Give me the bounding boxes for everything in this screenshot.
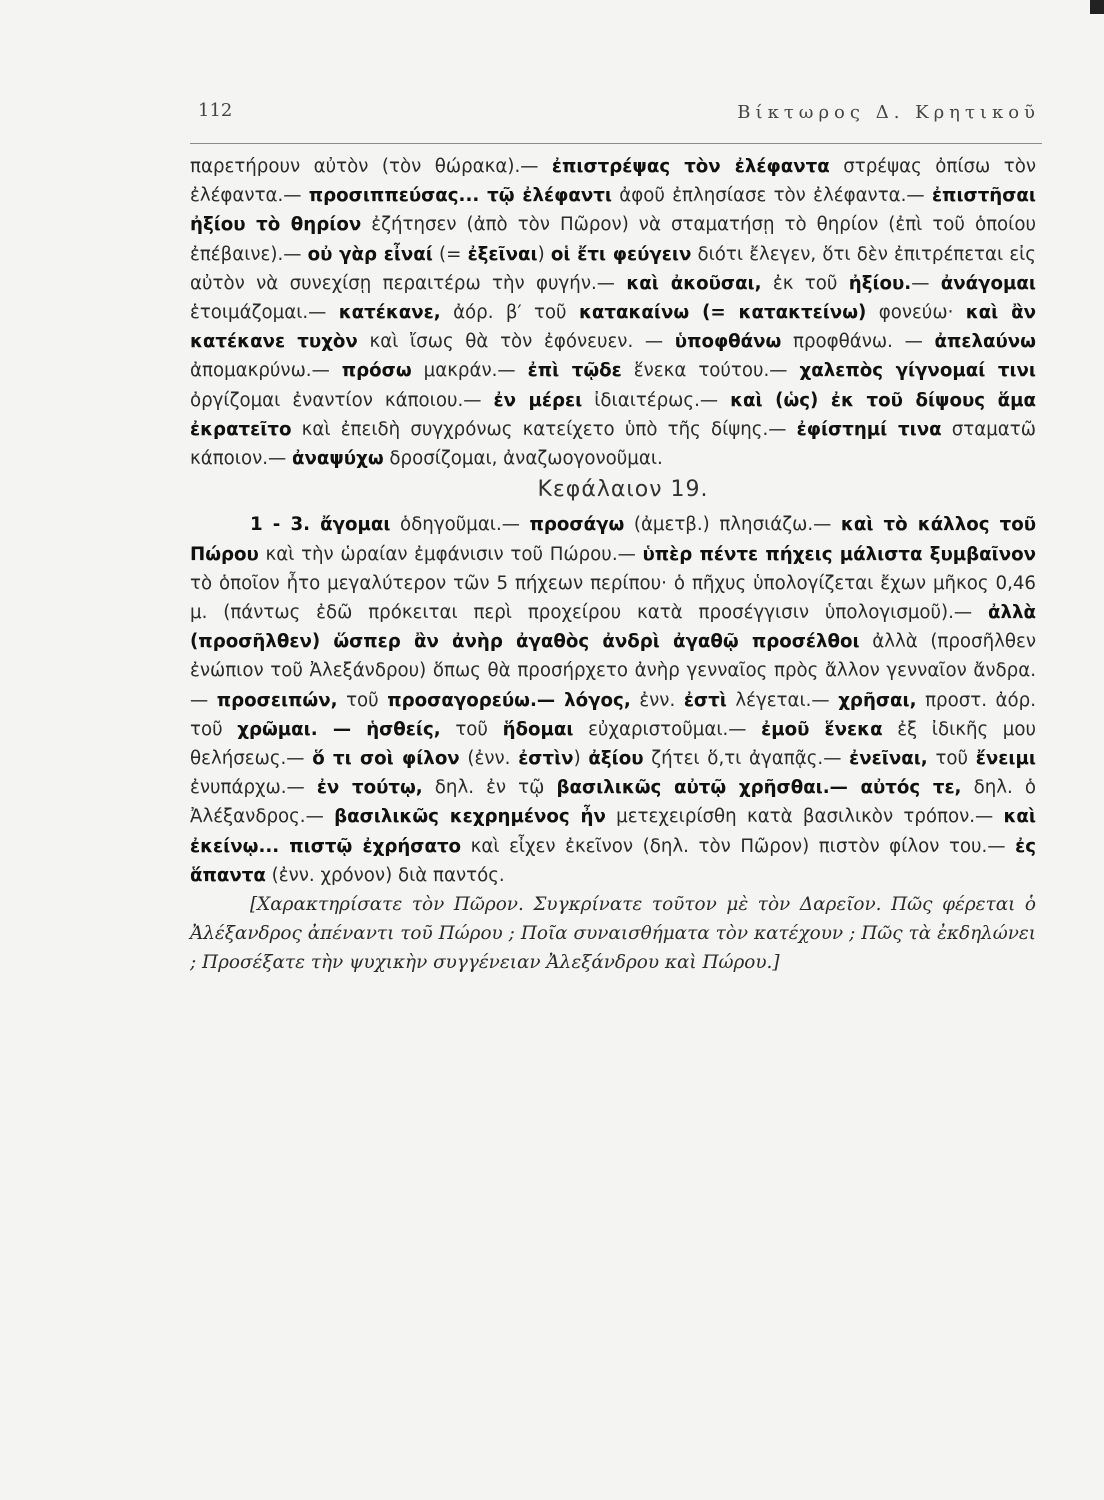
- lemma-term: ὅ τι σοὶ φίλον: [312, 748, 460, 770]
- lemma-term: ἐν μέρει: [493, 389, 583, 411]
- lemma-term: προσάγω: [529, 514, 625, 536]
- lemma-term: οἱ ἔτι φεύγειν: [550, 243, 692, 265]
- gloss-text: ἐνυπάρχω.—: [190, 777, 317, 799]
- lemma-term: προσαγορεύω.— λόγος,: [387, 689, 631, 711]
- gloss-text: ζήτει ὅ,τι ἀγαπᾷς.—: [643, 748, 850, 770]
- gloss-text: προφθάνω. —: [781, 331, 935, 353]
- lemma-term: ἐμοῦ ἕνεκα: [761, 718, 883, 740]
- lemma-term: κατέκανε,: [338, 302, 441, 324]
- lemma-term: ἐστὶν: [518, 748, 574, 770]
- lemma-term: 1 - 3. ἄγομαι: [250, 514, 391, 536]
- gloss-text: (ἐνν.: [459, 748, 519, 770]
- lemma-term: καὶ ἀκοῦσαι,: [626, 272, 762, 294]
- page-body: [190, 152, 1036, 978]
- lemma-term: καὶ (ὡς) ἐκ τοῦ δίψους ἅμα ἐκρατεῖτο: [190, 389, 1036, 440]
- gloss-text: τοῦ: [927, 748, 976, 770]
- chapter-heading: Κεφάλαιον 19.: [537, 477, 709, 503]
- lemma-term: κατακαίνω (= κατακτείνω): [578, 302, 867, 324]
- gloss-text: μακράν.—: [411, 360, 528, 382]
- lemma-term: ἐφίστημί τινα: [796, 418, 942, 440]
- gloss-text: ): [537, 243, 551, 265]
- gloss-text: ἕνεκα τούτου.—: [621, 360, 800, 382]
- lemma-term: ἀνάγομαι: [940, 272, 1036, 294]
- gloss-text: ἐνν.: [630, 689, 684, 711]
- paragraph-commentary-ch18: [190, 152, 1036, 473]
- gloss-text: ἐξ ἰδικῆς μου θελήσεως.—: [190, 718, 1037, 770]
- paragraph-commentary-ch19: [190, 510, 1036, 890]
- header-rule: [190, 143, 1042, 144]
- gloss-text: (=: [432, 243, 468, 265]
- gloss-text: στρέψας ὀπίσω τὸν ἐλέφαντα.—: [190, 156, 1036, 207]
- gloss-text: ἰδιαιτέρως.—: [582, 389, 731, 411]
- lemma-term: βασιλικῶς κεχρημένος ἦν: [334, 806, 606, 828]
- study-questions-note: [Χαρακτηρίσατε τὸν Πῶρον. Συγκρίνατε τοῦτον μὲ τὸν Δαρεῖον. Πῶς φέρεται ὁ Ἀλέξανδρος ἀπέναντι τοῦ Πώρου ; Ποῖα συναισθήματα τὸν κατέχουν ; Πῶς τὰ ἐκδηλώνει ; Προσέξατε τὴν ψυχικὴν συγγένειαν Ἀλεξάνδρου καὶ Πώρου.]: [190, 894, 1036, 974]
- gloss-text: φονεύω·: [866, 302, 966, 324]
- lemma-term: πρόσω: [341, 360, 412, 382]
- gloss-text: ἀφοῦ ἐπλησίασε τὸν ἐλέφαντα.—: [611, 185, 932, 207]
- lemma-term: ἐπὶ τῷδε: [527, 360, 622, 382]
- lemma-term: ἠξίου.: [848, 272, 912, 294]
- scan-corner-mark: [1090, 0, 1104, 14]
- lemma-term: προσιππεύσας... τῷ ἐλέφαντι: [308, 185, 612, 207]
- gloss-text: εὐχαριστοῦμαι.—: [573, 718, 762, 740]
- gloss-text: ἀλλὰ (προσῆλθεν ἐνώπιον τοῦ Ἀλεξάνδρου) ὅπως θὰ προσήρχετο ἀνὴρ γενναῖος πρὸς ἄλλον γενναῖον ἄνδρα.—: [190, 631, 1036, 711]
- lemma-term: ὑποφθάνω: [674, 331, 782, 353]
- gloss-text: παρετήρουν αὐτὸν (τὸν θώρακα).—: [190, 156, 552, 177]
- gloss-text: καὶ εἶχεν ἐκεῖνον (δηλ. τὸν Πῶρον) πιστὸν φίλον του.—: [461, 835, 1016, 857]
- lemma-term: ἀξίου: [588, 748, 644, 770]
- lemma-term: καὶ ἐκείνῳ... πιστῷ ἐχρήσατο: [190, 806, 1037, 857]
- lemma-term: ἀπελαύνω: [934, 331, 1036, 353]
- gloss-text: καὶ τὴν ὡραίαν ἐμφάνισιν τοῦ Πώρου.—: [258, 543, 643, 565]
- lemma-term: χρῶμαι. — ἡσθείς,: [237, 718, 441, 740]
- page-header: [190, 100, 1040, 130]
- gloss-text: (ἐνν. χρόνον) διὰ παντός.: [265, 864, 505, 886]
- lemma-term: οὐ γὰρ εἶναί: [307, 243, 433, 265]
- gloss-text: σταματῶ κάποιον.—: [190, 418, 1036, 470]
- lemma-term: προσειπών,: [216, 689, 338, 711]
- gloss-text: ὁδηγοῦμαι.—: [390, 514, 530, 536]
- page-number: 112: [198, 100, 233, 121]
- gloss-text: διότι ἔλεγεν, ὅτι δὲν ἐπιτρέπεται εἰς αὐτὸν νὰ συνεχίσῃ περαιτέρω τὴν φυγήν.—: [190, 243, 1036, 294]
- lemma-term: ἐξεῖναι: [467, 243, 538, 265]
- gloss-text: δροσίζομαι, ἀναζωογονοῦμαι.: [383, 448, 663, 470]
- lemma-term: ἐστὶ: [683, 689, 727, 711]
- lemma-term: χρῆσαι,: [838, 689, 917, 711]
- gloss-text: μετεχειρίσθη κατὰ βασιλικὸν τρόπον.—: [605, 806, 1004, 828]
- lemma-term: καὶ ἂν κατέκανε τυχὸν: [190, 302, 1037, 353]
- lemma-term: βασιλικῶς αὐτῷ χρῆσθαι.— αὐτός τε,: [556, 777, 962, 799]
- gloss-text: ὀργίζομαι ἐναντίον κάποιου.—: [190, 389, 494, 411]
- gloss-text: ἐζήτησεν (ἀπὸ τὸν Πῶρον) νὰ σταματήσῃ τὸ θηρίον (ἐπὶ τοῦ ὁποίου ἐπέβαινε).—: [190, 214, 1036, 265]
- gloss-text: ἐκ τοῦ: [761, 272, 849, 294]
- lemma-term: ἀλλὰ (προσῆλθεν) ὥσπερ ἂν ἀνὴρ ἀγαθὸς ἀνδρὶ ἀγαθῷ προσέλθοι: [190, 602, 1036, 653]
- gloss-text: δηλ. ὁ Ἀλέξανδρος.—: [190, 777, 1037, 828]
- running-title: Βίκτωρος Δ. Κρητικοῦ: [737, 102, 1040, 123]
- gloss-text: καὶ ἴσως θὰ τὸν ἐφόνευεν. —: [357, 331, 675, 353]
- lemma-term: ἥδομαι: [502, 718, 574, 740]
- gloss-text: —: [911, 272, 941, 294]
- lemma-term: ἔνειμι: [975, 748, 1036, 770]
- gloss-text: προστ. ἀόρ. τοῦ: [190, 689, 1036, 740]
- lemma-term: καὶ τὸ κάλλος τοῦ Πώρου: [190, 514, 1036, 565]
- gloss-text: (ἀμετβ.) πλησιάζω.—: [624, 514, 841, 536]
- gloss-text: ἀπομακρύνω.—: [190, 360, 342, 382]
- lemma-term: ἐνεῖναι,: [849, 748, 928, 770]
- lemma-term: χαλεπὸς γίγνομαί τινι: [799, 360, 1037, 382]
- gloss-text: τὸ ὁποῖον ἦτο μεγαλύτερον τῶν 5 πήχεων περίπου· ὁ πῆχυς ὑπολογίζεται ἔχων μῆκος 0,46 μ. (πάντως ἐδῶ πρόκειται περὶ προχείρου κατὰ προσέγγισιν ὑπολογισμοῦ).—: [190, 572, 1036, 624]
- lemma-term: ἀναψύχω: [291, 448, 384, 470]
- lemma-term: ἐπιστρέψας τὸν ἐλέφαντα: [551, 156, 830, 177]
- gloss-text: ἀόρ. β′ τοῦ: [440, 302, 579, 324]
- lemma-term: ἐς ἅπαντα: [190, 835, 1036, 886]
- gloss-text: ἑτοιμάζομαι.—: [190, 302, 339, 324]
- gloss-text: τοῦ: [440, 718, 503, 740]
- lemma-term: ἐπιστῆσαι ἠξίου τὸ θηρίον: [190, 185, 1037, 236]
- gloss-text: λέγεται.—: [726, 689, 839, 711]
- lemma-term: ἐν τούτῳ,: [316, 777, 423, 799]
- gloss-text: καὶ ἐπειδὴ συγχρόνως κατείχετο ὑπὸ τῆς δίψης.—: [291, 418, 797, 440]
- gloss-text: ): [573, 748, 589, 770]
- lemma-term: ὑπὲρ πέντε πήχεις μάλιστα ξυμβαῖνον: [642, 543, 1036, 565]
- gloss-text: δηλ. ἐν τῷ: [422, 777, 557, 799]
- gloss-text: τοῦ: [337, 689, 388, 711]
